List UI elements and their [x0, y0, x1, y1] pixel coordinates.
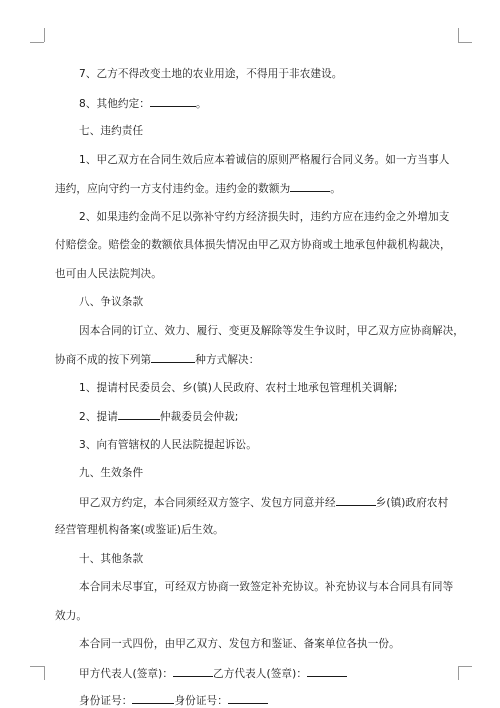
breach-clause-1-line-2: 违约，应向守约一方支付违约金。违约金的数额为 。 [55, 183, 341, 195]
clause-7-no-change-use: 7、乙方不得改变土地的农业用途，不得用于非农建设。 [79, 68, 343, 80]
party-a-id-blank[interactable] [132, 693, 174, 704]
effectiveness-clause-line-2: 经营管理机构备案(或鉴证)后生效。 [55, 524, 224, 536]
copies-clause: 本合同一式四份，由甲乙双方、发包方和鉴证、备案单位各执一份。 [79, 638, 400, 650]
breach-clause-2-line-2: 付赔偿金。赔偿金的数额依具体损失情况由甲乙双方协商或土地承包仲裁机构裁决， [55, 239, 451, 251]
breach-clause-2-line-3: 也可由人民法院判决。 [55, 268, 162, 280]
fill-blank[interactable] [150, 96, 196, 107]
other-clause-line-2: 效力。 [55, 610, 88, 622]
party-b-id-blank[interactable] [228, 693, 268, 704]
party-a-signature-blank[interactable] [173, 666, 213, 677]
dispute-option-1: 1、提请村民委员会、乡(镇)人民政府、农村土地承包管理机关调解; [79, 382, 398, 394]
dispute-option-2: 2、提请 仲裁委员会仲裁; [79, 411, 239, 423]
dispute-clause-line-1: 因本合同的订立、效力、履行、变更及解除等发生争议时，甲乙双方应协商解决， [79, 325, 464, 337]
section-heading-breach: 七、违约责任 [79, 125, 144, 137]
signature-line: 甲方代表人(签章)： 乙方代表人(签章)： [79, 666, 347, 681]
section-heading-dispute: 八、争议条款 [79, 296, 144, 308]
fill-blank[interactable] [290, 181, 330, 192]
fill-blank[interactable] [336, 495, 376, 506]
breach-clause-1-line-1: 1、甲乙双方在合同生效后应本着诚信的原则严格履行合同义务。如一方当事人 [79, 154, 450, 166]
breach-clause-2-line-1: 2、如果违约金尚不足以弥补守约方经济损失时，违约方应在违约金之外增加支 [79, 211, 450, 223]
other-clause-line-1: 本合同未尽事宜，可经双方协商一致签定补充协议。补充协议与本合同具有同等 [79, 581, 454, 593]
fill-blank[interactable] [151, 352, 195, 363]
effectiveness-clause-line-1: 甲乙双方约定，本合同须经双方签字、发包方同意并经 乡(镇)政府农村 [79, 497, 449, 509]
fill-blank[interactable] [118, 409, 160, 420]
section-heading-other: 十、其他条款 [79, 553, 144, 565]
clause-8-other-agreement: 8、其他约定： 。 [79, 98, 207, 110]
dispute-clause-line-2: 协商不成的按下列第 种方式解决： [55, 354, 260, 366]
id-number-line: 身份证号： 身份证号： [79, 693, 268, 708]
party-b-signature-blank[interactable] [307, 666, 347, 677]
dispute-option-3: 3、向有管辖权的人民法院提起诉讼。 [79, 439, 257, 451]
section-heading-effectiveness: 九、生效条件 [79, 467, 144, 479]
